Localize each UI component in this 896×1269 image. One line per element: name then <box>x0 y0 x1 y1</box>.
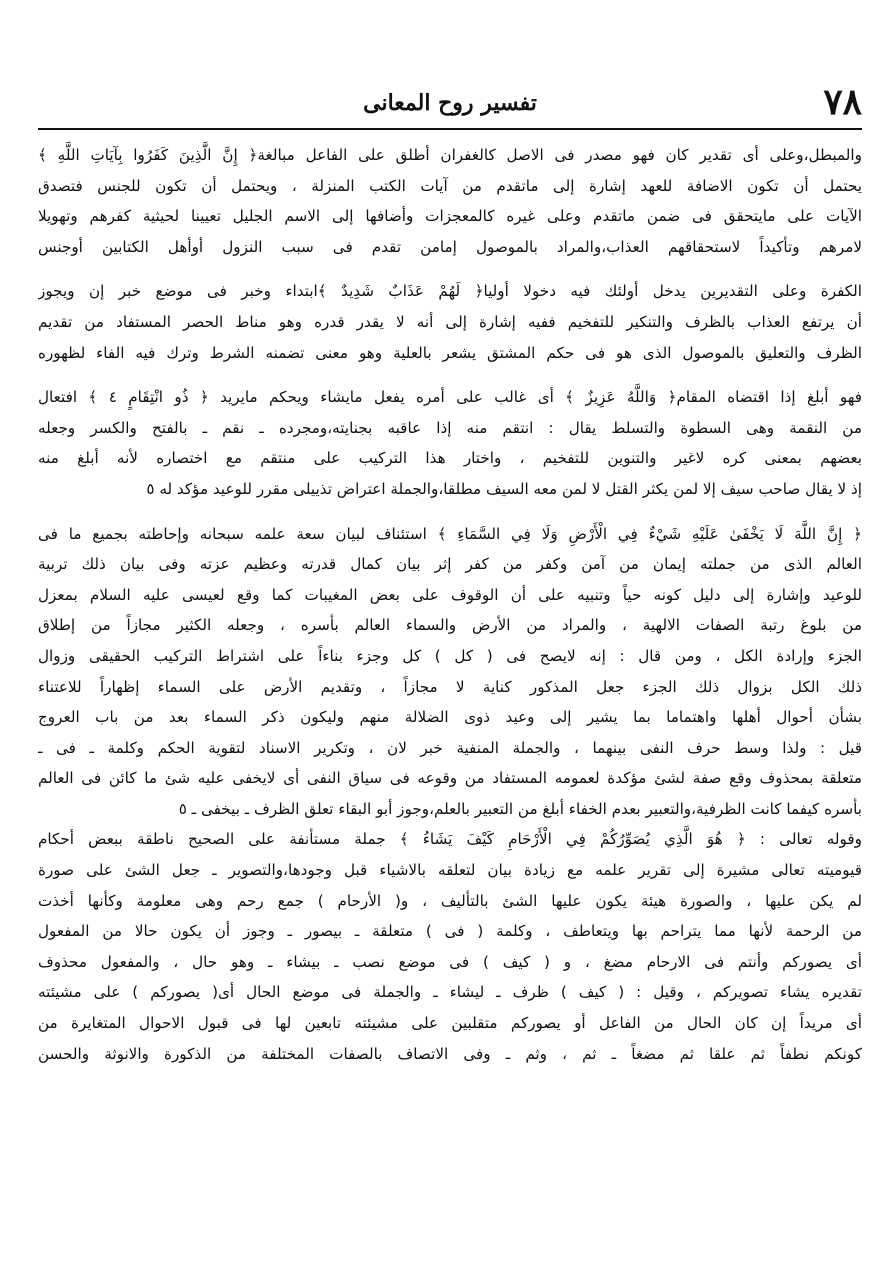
text-line: متعلقة بمحذوف وقع صفة لشئ مؤكدة لعمومه المستفاد من وقوعه فى سياق النفى أى لايخفى عليه شئ ما كائن فى العالم <box>38 769 862 788</box>
text-line: لامرهم وتأكيداً لاستحقاقهم العذاب،والمراد بالموصول إمامن تقدم فى سبب النزول أوأهل الكتابين أوجنس <box>38 237 862 256</box>
text-line: فهو أبلغ إذا اقتضاه المقام﴿ وَاللَّهُ عَزِيزٌ ﴾ أى غالب على أمره يفعل مايشاء ويحكم مايريد ﴿ ذُو انْتِقَامٍ ٤ ﴾ افتعال <box>38 388 862 407</box>
header-rule <box>38 128 862 130</box>
paragraph-1 <box>38 140 862 262</box>
paragraph-5 <box>38 824 862 1069</box>
text-line: إذ لا يقال صاحب سيف إلا لمن يكثر القتل لا لمن معه السيف مطلقا،والجملة اعتراض تذييلى مقرر للوعيد مؤكد له ٥ <box>146 479 862 498</box>
text-line: بشأن أحوال أهلها واهتماما بما يشير إلى وعيد ذوى الضلالة منهم وليكون ذكر السماء بعد من باب العروج <box>38 708 862 727</box>
text-line: يحتمل أن تكون الاضافة للعهد إشارة إلى ماتقدم من آيات الكتب المنزلة ، ويحتمل أن تكون للجنس فتصدق <box>38 176 862 195</box>
text-line: للوعيد وإشارة إلى دليل كونه حياً وتنبيه على أن الوقوف على بعض المغيبات كما وقع لعيسى عليه السلام بمعزل <box>38 585 862 604</box>
text-line: ذلك الكل بزوال ذلك الجزء جعل المذكور كناية لا مجازاً ، وتقديم الأرض على السماء إظهاراً للاعتناء <box>38 677 862 696</box>
text-line: قيوميته تعالى مشيرة إلى تقرير علمه مع زيادة بيان لتعلقه بالاشياء قبل وجودها،والتصوير ـ جعل الشئ على صورة <box>38 861 862 880</box>
text-line: الكفرة وعلى التقديرين يدخل أولئك فيه دخولا أوليا﴿ لَهُمْ عَذَابٌ شَدِيدٌ ﴾ابتداء وخبر فى موضع خبر إن ويجوز <box>38 282 862 301</box>
body-text <box>38 140 862 1069</box>
text-line: من بلوغ رتبة الصفات الالهية ، والمراد من الأرض والسماء العالم بأسره ، وجعله الكثير مجازاً من إطلاق <box>38 616 862 635</box>
text-line: الظرف والتعليق بالموصول الذى هو فى حكم المشتق يشعر بالعلية وهو معنى تضمنه الشرط وترك فيه الفاء لظهوره <box>38 343 862 362</box>
text-line: الجزء وإرادة الكل ، ومن قال : إنه لايصح فى ( كل ) كل وجزء بناءاً على اشتراط التركيب الحقيقى وزوال <box>38 646 862 665</box>
text-line: والمبطل،وعلى أى تقدير كان فهو مصدر فى الاصل كالغفران أطلق على الفاعل مبالغة﴿ إِنَّ الَّذِينَ كَفَرُوا بِآيَاتِ اللَّهِ ﴾ <box>38 146 862 164</box>
text-line: وقوله تعالى : ﴿ هُوَ الَّذِي يُصَوِّرُكُمْ فِي الْأَرْحَامِ كَيْفَ يَشَاءُ ﴾ جملة مستأنفة على الصحيح ناطقة ببعض أحكام <box>38 830 862 849</box>
text-line: أن يرتفع العذاب بالظرف والتنكير للتفخيم ففيه إشارة إلى أنه لا يقدر قدره وهو مناط الحصر المستفاد من تقديم <box>38 312 862 331</box>
text-line: قيل : ولذا وسط حرف النفى بينهما ، والجملة المنفية خبر لان ، وتكرير الاسناد لتقوية الحكم وكلمة ـ فى ـ <box>38 738 862 757</box>
text-line: من الرحمة لأنها مما يتراحم بها ويتعاطف ، وكلمة ( فى ) متعلقة ـ بيصور ـ وجوز أن يكون حالا من المفعول <box>38 922 862 941</box>
text-line: العالم الذى من جملته إيمان من آمن وكفر من كفر إثر بيان كمال قدرته وعظيم عزته وفى بيان ذلك تربية <box>38 555 862 574</box>
text-line: تقديره يشاء تصويركم ، وقيل : ( كيف ) ظرف ـ ليشاء ـ والجملة فى موضع الحال أى( يصوركم ) على مشيئته <box>38 983 862 1002</box>
paragraph-3 <box>38 382 862 504</box>
text-line: بأسره كيفما كانت الظرفية،والتعبير بعدم الخفاء أبلغ من التعبير بالعلم،وجوز أبو البقاء تعلق الظرف ـ بيخفى ـ ٥ <box>178 799 862 818</box>
page-number: ٧٨ <box>823 81 862 123</box>
paragraph-4 <box>38 519 862 825</box>
page-header <box>38 82 862 126</box>
text-line: من النقمة وهى السطوة والتسلط يقال : انتقم منه إذا عاقبه بجنايته،ومجرده ـ نقم ـ بالفتح والكسر وجعله <box>38 418 862 437</box>
running-title: تفسير روح المعانى <box>363 90 537 116</box>
paragraph-2 <box>38 276 862 368</box>
text-line: أى يصوركم وأنتم فى الارحام مضغ ، و ( كيف ) فى موضع نصب ـ بيشاء ـ وهو حال ، والمفعول محذوف <box>38 952 862 971</box>
text-line: ﴿ إِنَّ اللَّهَ لَا يَخْفَىٰ عَلَيْهِ شَيْءٌ فِي الْأَرْضِ وَلَا فِي السَّمَاءِ ﴾ استئناف لبيان سعة علمه سبحانه وإحاطته بجميع ما فى <box>38 524 862 543</box>
text-line: كونكم نطفاً ثم علقا ثم مضغاً ـ ثم ، وثم ـ وفى الاتصاف بالصفات المختلفة من الذكورة والانوثة والحسن <box>38 1044 862 1063</box>
text-line: الآيات على مايتحقق فى ضمن ماتقدم وعلى غيره كالمعجزات وأضافها إلى الاسم الجليل تعيينا لحيثية كفرهم وتهويلا <box>38 207 862 226</box>
text-line: لم يكن عليها ، والصورة هيئة يكون عليها الشئ بالتأليف ، و( الأرحام ) جمع رحم وهى معلومة وكأنها أخذت <box>38 891 862 910</box>
text-line: أى مريداً إن كان الحال من الفاعل أو يصوركم متقلبين على مشيئته تابعين لها فى قبول الاحوال المتغايرة من <box>38 1014 862 1033</box>
text-line: بعضهم بمعنى كره لاغير والتنوين للتفخيم ، واختار هذا التركيب على منتقم مع اختصاره لأنه أبلغ منه <box>38 449 862 468</box>
